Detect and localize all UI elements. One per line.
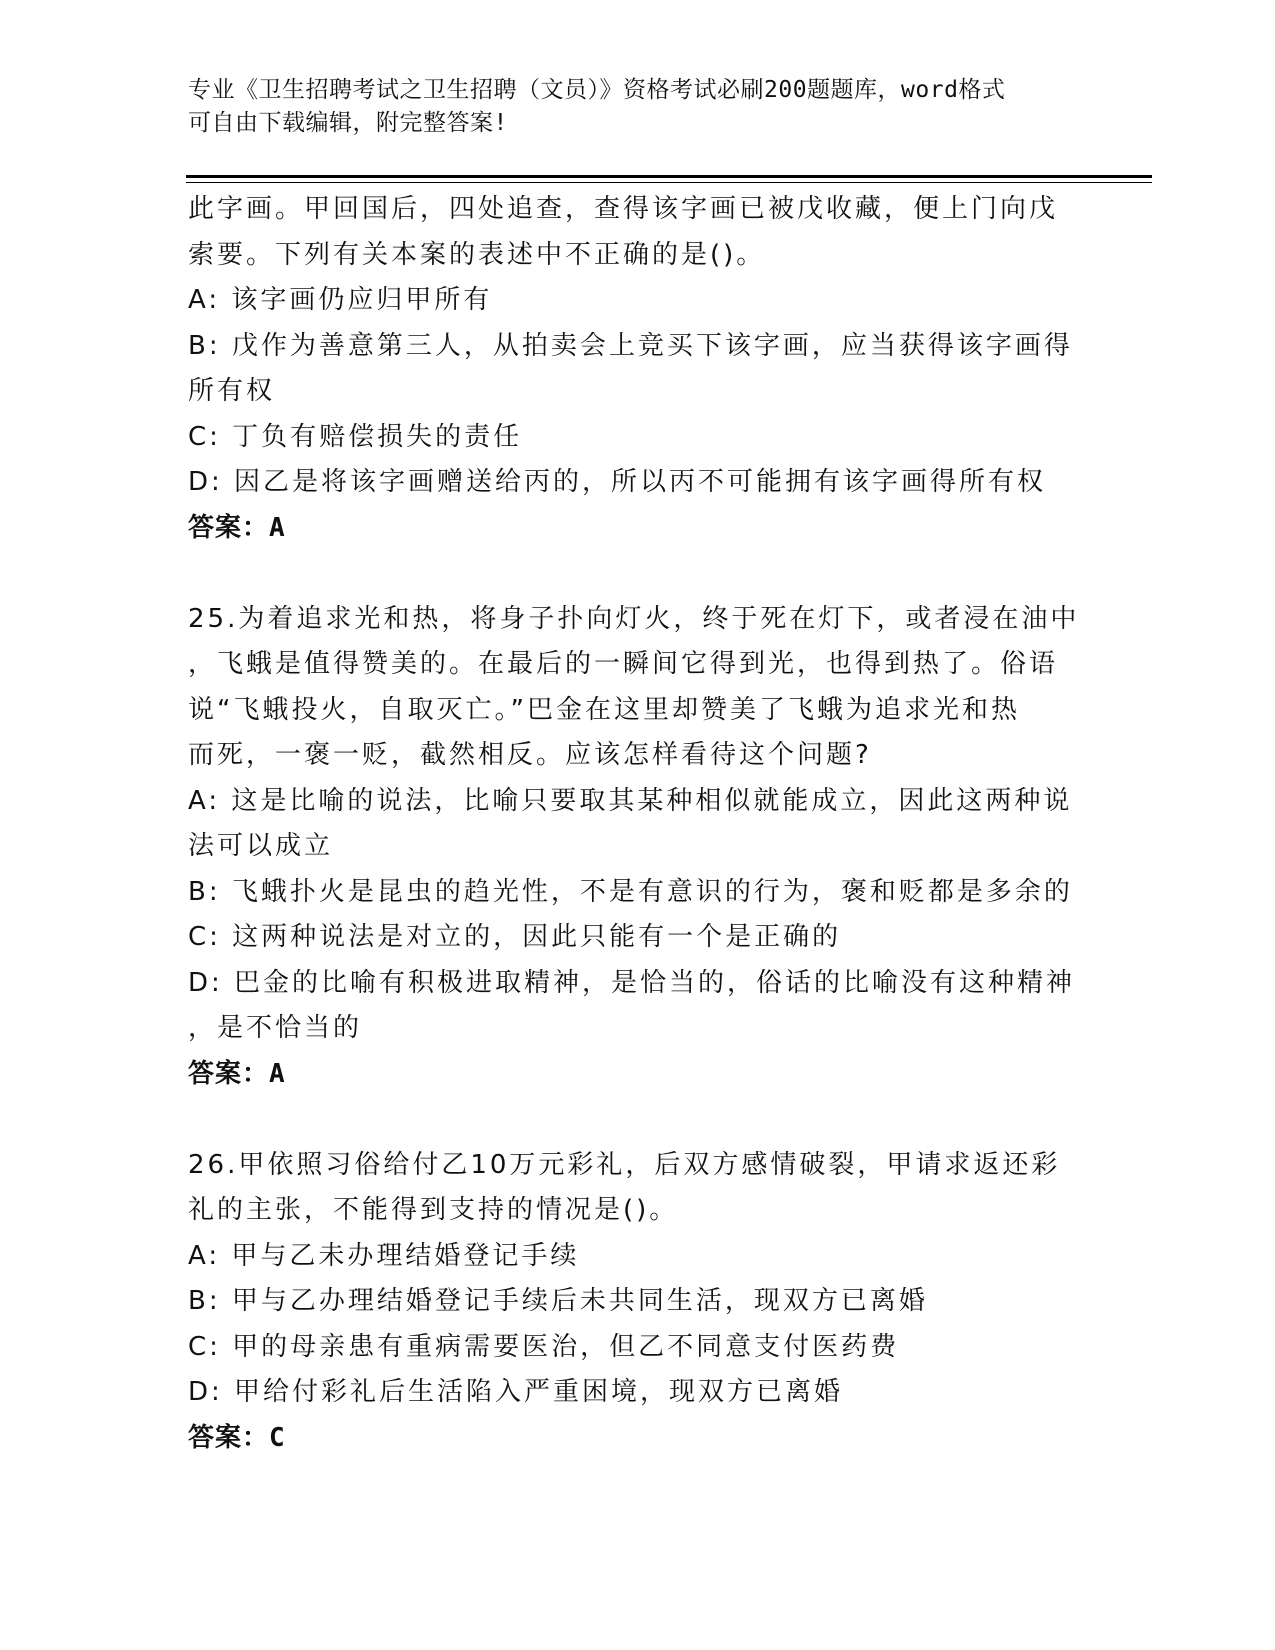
answer-label: 答案：A (188, 512, 286, 543)
option-a: A: 甲与乙未办理结婚登记手续 (188, 1240, 580, 1271)
spacer (188, 551, 1088, 597)
option-a: A: 该字画仍应归甲所有 (188, 285, 493, 315)
option-a: A: 这是比喻的说法，比喻只要取其某种相似就能成立，因此这两种说 (188, 785, 1073, 816)
document-body (188, 187, 1088, 1461)
option-d: D: 甲给付彩礼后生活陷入严重困境，现双方已离婚 (188, 1377, 844, 1407)
question-stem-line: 此字画。甲回国后，四处追查，查得该字画已被戊收藏，便上门向戊 (188, 194, 1059, 224)
answer-label: 答案：C (188, 1422, 286, 1453)
option-c: C: 丁负有赔偿损失的责任 (188, 421, 523, 452)
question-stem-line: 索要。下列有关本案的表述中不正确的是()。 (188, 239, 766, 270)
question-stem-line: 礼的主张，不能得到支持的情况是()。 (188, 1195, 679, 1225)
option-d-continued: ，是不恰当的 (188, 1013, 363, 1043)
option-b: B: 戊作为善意第三人，从拍卖会上竞买下该字画，应当获得该字画得 (188, 330, 1073, 361)
option-b: B: 飞蛾扑火是昆虫的趋光性，不是有意识的行为，褒和贬都是多余的 (188, 876, 1073, 907)
option-c: C: 这两种说法是对立的，因此只能有一个是正确的 (188, 922, 842, 952)
page-header (188, 74, 1068, 140)
question-stem-line: 26.甲依照习俗给付乙10万元彩礼，后双方感情破裂，甲请求返还彩 (188, 1149, 1061, 1180)
question-stem-line: ，飞蛾是值得赞美的。在最后的一瞬间它得到光，也得到热了。俗语 (188, 649, 1059, 679)
option-d: D: 因乙是将该字画赠送给丙的，所以丙不可能拥有该字画得所有权 (188, 467, 1047, 497)
question-25 (188, 597, 1088, 1098)
question-stem-line: 而死，一褒一贬，截然相反。应该怎样看待这个问题? (188, 740, 872, 770)
spacer (188, 1097, 1088, 1143)
option-b: B: 甲与乙办理结婚登记手续后未共同生活，现双方已离婚 (188, 1286, 928, 1316)
question-stem-line: 说“飞蛾投火，自取灭亡。”巴金在这里却赞美了飞蛾为追求光和热 (188, 694, 1020, 725)
option-d: D: 巴金的比喻有积极进取精神，是恰当的，俗话的比喻没有这种精神 (188, 967, 1076, 998)
option-b-continued: 所有权 (188, 376, 276, 406)
header-rule-thick (186, 175, 1152, 178)
option-a-continued: 法可以成立 (188, 831, 334, 861)
answer-label: 答案：A (188, 1058, 286, 1089)
header-rule-thin (186, 182, 1152, 183)
question-stem-line: 25.为着追求光和热，将身子扑向灯火，终于死在灯下，或者浸在油中 (188, 603, 1080, 634)
header-line-1: 专业《卫生招聘考试之卫生招聘（文员）》资格考试必刷200题题库，word格式 (188, 77, 1006, 103)
question-24 (188, 187, 1088, 551)
question-26 (188, 1143, 1088, 1462)
option-c: C: 甲的母亲患有重病需要医治，但乙不同意支付医药费 (188, 1331, 900, 1362)
header-line-2: 可自由下载编辑，附完整答案! (188, 110, 508, 136)
